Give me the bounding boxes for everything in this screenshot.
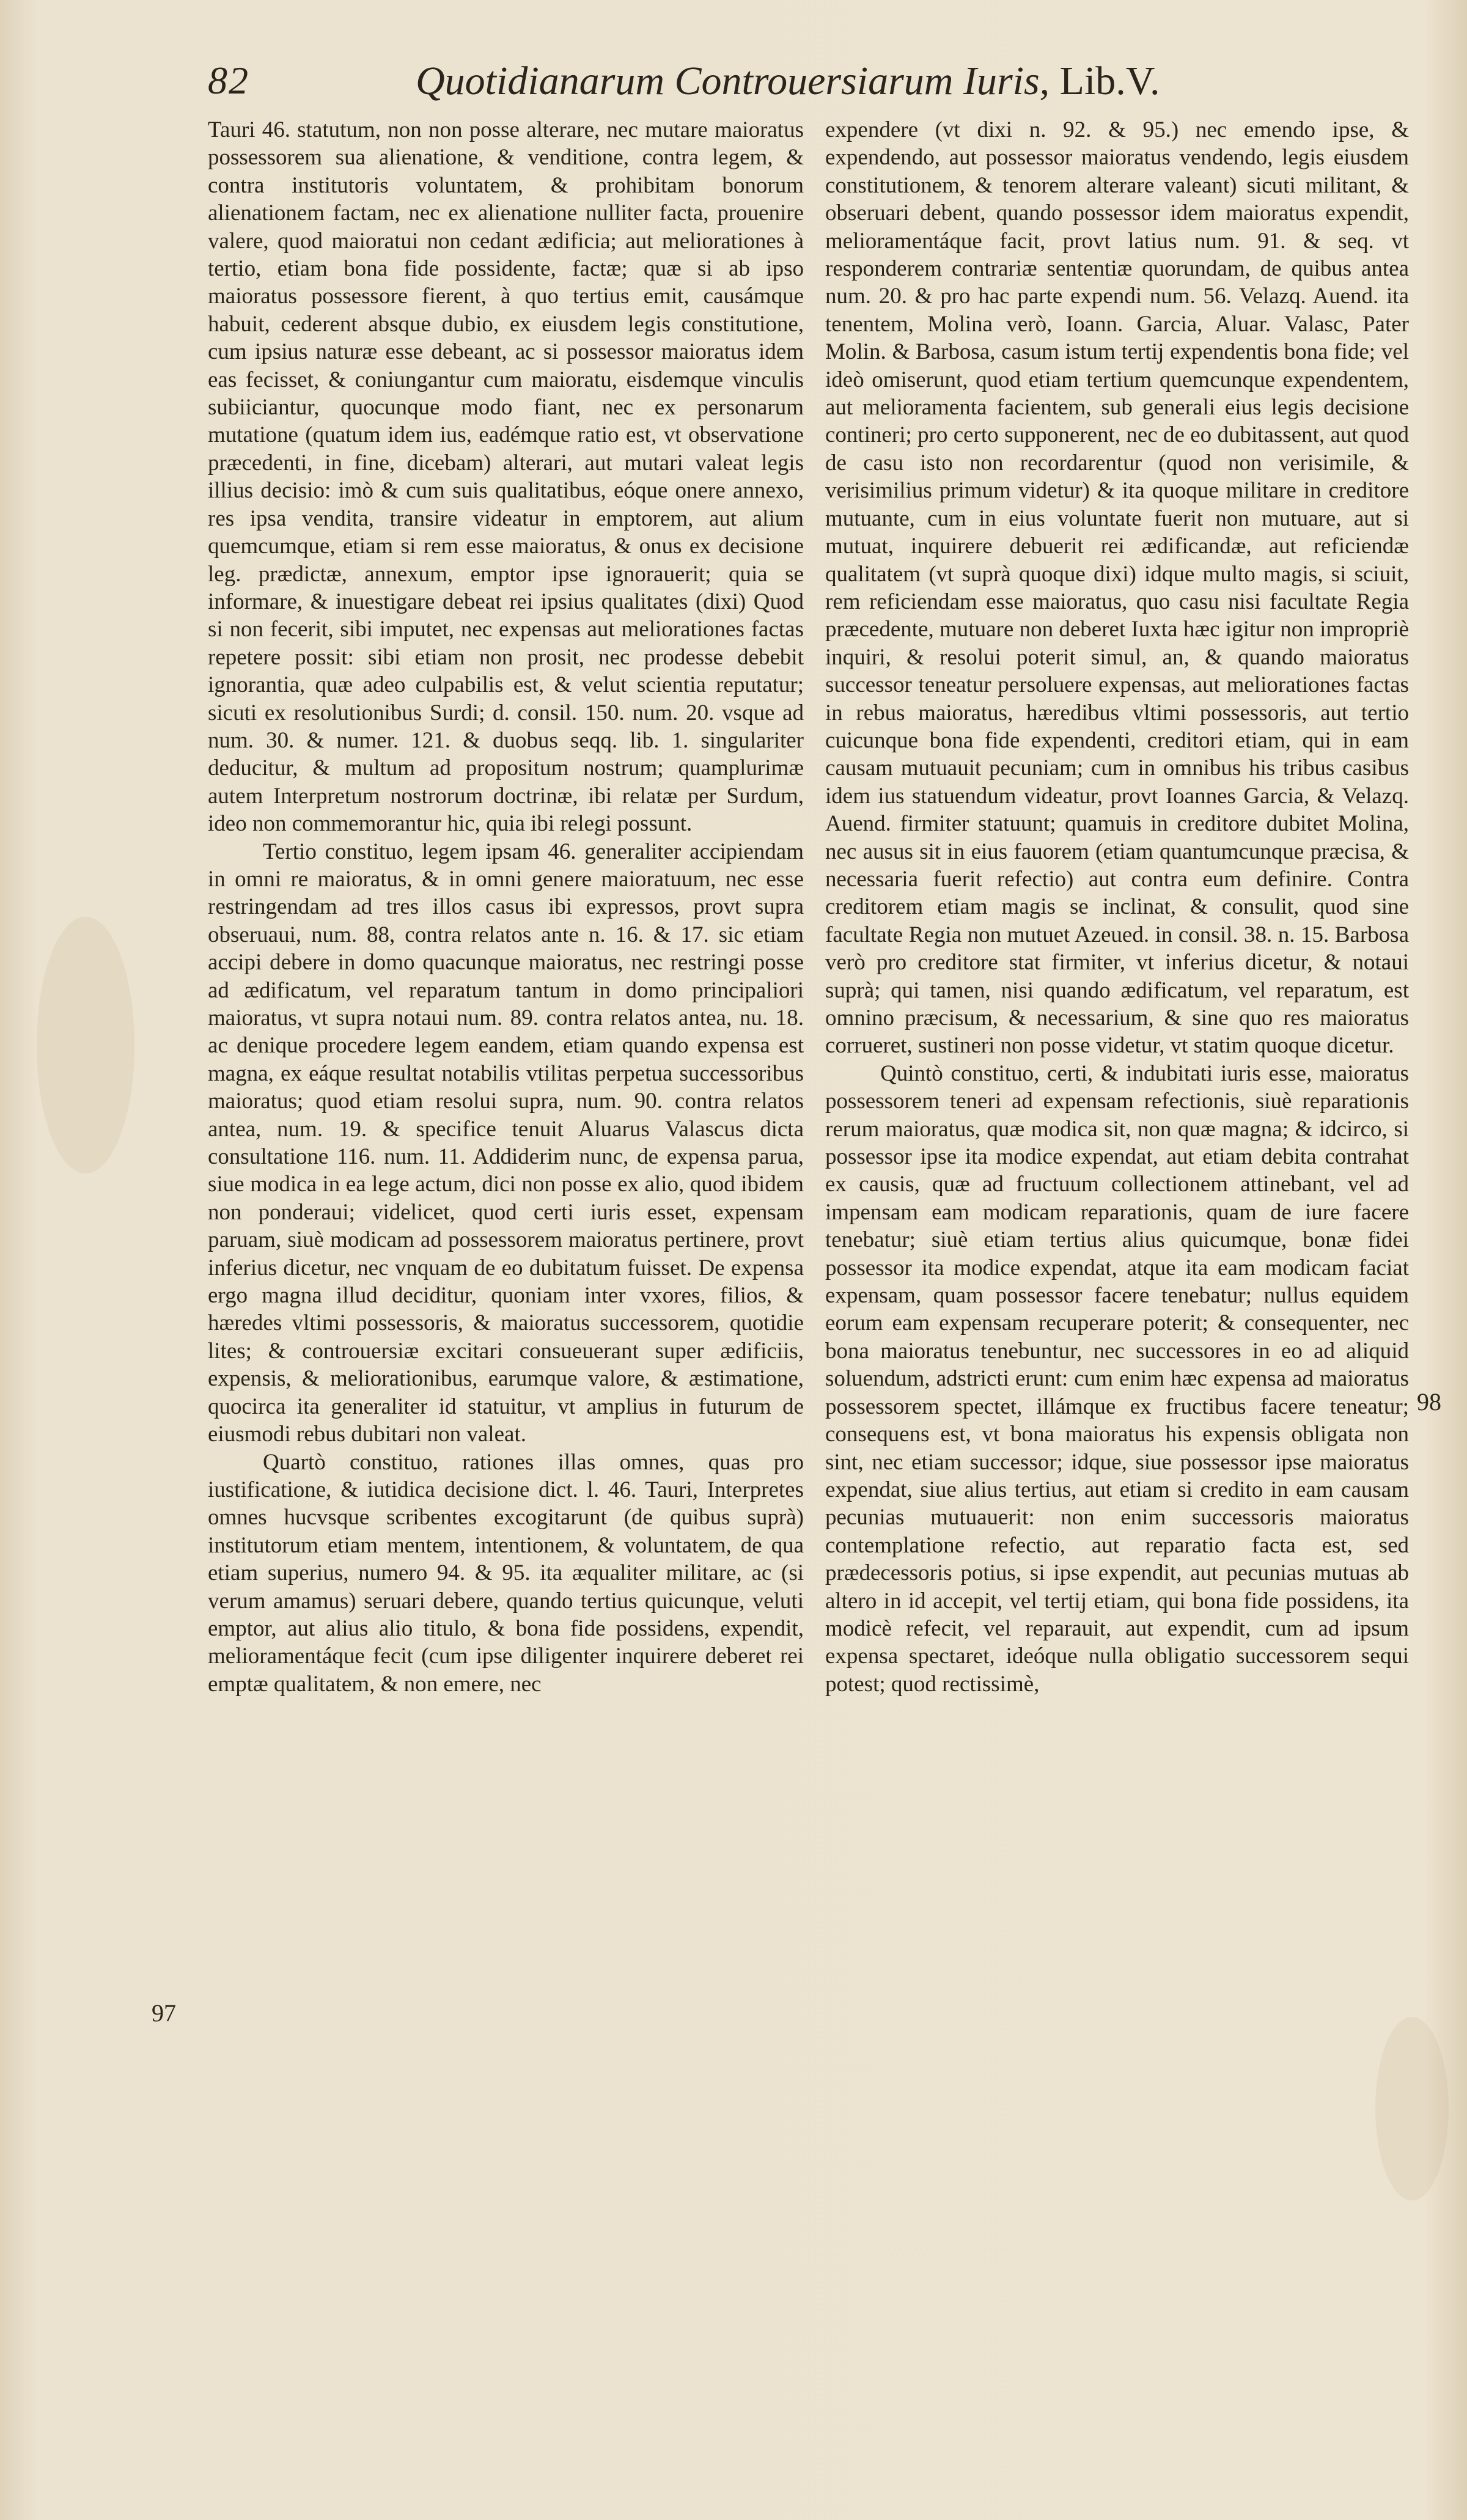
page-number: 82 [208,59,249,102]
running-head [416,58,1160,105]
paragraph-left-1: Tauri 46. statutum, non non posse alterare, nec mutare maioratus possessorem sua alienatione, & venditione, contra legem, & contra institutoris voluntatem, & prohibitam bonorum alienationem factam, nec ex alienatione nulliter facta, prouenire valere, quod maioratui non cedant ædificia; aut meliorationes à tertio, etiam bona fide possidente, factæ; quæ si ab ipso maioratus possessore fierent, à quo tertius emit, causámque habuit, cederent absque dubio, ex eiusdem legis constitutione, cum ipsius naturæ esse debeant, ac si possessor maioratus idem eas fecisset, & coniungantur cum maioratu, eisdemque vinculis subiiciantur, quocunque modo fiant, nec ex personarum mutatione (quatum idem ius, eadémque ratio est, vt observatione præcedenti, in fine, dicebam) alterari, aut mutari valeat legis illius decisio: imò & cum suis qualitatibus, eóque onere annexo, res ipsa vendita, transire videatur in emptorem, aut alium quemcumque, etiam si rem esse maioratus, & onus ex decisione leg. prædictæ, annexum, emptor ipse ignorauerit; quia se informare, & inuestigare debeat rei ipsius qualitates (dixi) Quod si non fecerit, sibi imputet, nec expensas aut meliorationes factas repetere possit: sibi etiam non prosit, nec prodesse debebit ignorantia, quæ adeo culpabilis est, & velut scientia reputatur; sicuti ex resolutionibus Surdi; d. consil. 150. num. 20. vsque ad num. 30. & numer. 121. & duobus seqq. lib. 1. singulariter deducitur, & multum ad propositum nostrum; quamplurimæ autem Interpretum nostrorum doctrinæ, ibi relatæ per Surdum, ideo non commemorantur hic, quia ibi relegi possunt. [208,117,804,837]
margin-number-left: 97 [152,1999,176,2027]
page-header [208,58,1467,113]
left-column [208,116,804,1698]
paragraph-right-1: expendere (vt dixi n. 92. & 95.) nec emendo ipse, & expendendo, aut possessor maioratus vendendo, legis eiusdem constitutionem, & tenorem alterare valeant) sicuti militant, & obseruari debent, quando possessor idem maioratus expendit, melioramentáque facit, provt latius num. 91. & seq. vt responderem contrariæ sententiæ quorundam, de quibus antea num. 20. & pro hac parte expendi num. 56. Velazq. Auend. ita tenentem, Molina verò, Ioann. Garcia, Aluar. Valasc, Pater Molin. & Barbosa, casum istum tertij expendentis bona fide; vel ideò omiserunt, quod etiam tertium quemcunque expendentem, aut melioramenta facientem, sub generali eius legis decisione contineri; pro certo supponerent, nec de eo dubitassent, aut quod de casu isto non recordarentur (quod non verisimile, & verisimilius primum videtur) & ita quoque militare in creditore mutuante, cum in eius voluntate fuerit non mutuare, aut si mutuat, inquirere debuerit rei ædificandæ, aut reficiendæ qualitatem (vt suprà quoque dixi) idque multo magis, si sciuit, rem reficiendam esse maioratus, quo casu nisi facultate Regia præcedente, mutuare non deberet Iuxta hæc igitur non impropriè inquiri, & resolui poterit simul, an, & quando maioratus successor teneatur persoluere expensas, aut meliorationes factas in rebus maioratus, hæredibus vltimi possessoris, aut tertio cuicunque bona fide expendenti, creditori etiam, qui in eam causam mutuauit pecuniam; cum in omnibus his tribus casibus idem ius statuendum videatur, provt Ioannes Garcia, & Velazq. Auend. firmiter statuunt; quamuis in creditore dubitet Molina, nec ausus sit in eius fauorem (etiam quantumcunque præcisa, & necessaria fuerit refectio) aut contra eum definire. Contra creditorem etiam magis se inclinat, & consulit, quod sine facultate Regia non mutuet Azeued. in consil. 38. n. 15. Barbosa verò pro creditore stat firmiter, vt inferius dicetur, & notaui suprà; qui tamen, nisi quando ædificatum, vel reparatum, est omnino præcisum, & necessarium, & sine quo res maioratus corrueret, sustineri non posse videtur, vt statim quoque dicetur. [825,117,1409,1059]
paper-stain [1375,2017,1449,2200]
paragraph-left-3: Quartò constituo, rationes illas omnes, quas pro iustificatione, & iutidica decisione dict. l. 46. Tauri, Interpretes omnes hucvsque scribentes excogitarunt (de quibus suprà) institutorum etiam mentem, intentionem, & voluntatem, de qua etiam superius, numero 94. & 95. ita æqualiter militare, ac (si verum amamus) seruari debere, quando tertius quicunque, veluti emptor, aut alius alio titulo, & bona fide possidens, expendit, melioramentáque fecit (cum ipse diligenter inquirere deberet rei emptæ qualitatem, & non emere, nec [208,1449,804,1697]
running-head-title: Quotidianarum Controuersiarum Iuris, [416,59,1050,103]
paragraph-left-2: Tertio constituo, legem ipsam 46. generaliter accipiendam in omni re maioratus, & in omni genere maioratuum, nec esse restringendam ad tres illos casus ibi expressos, provt supra obseruaui, num. 88, contra relatos ante n. 16. & 17. sic etiam accipi debere in domo quacunque maioratus, nec restringi posse ad ædificatum, vel reparatum tantum in domo principaliori maioratus, vt supra notaui num. 89. contra relatos antea, nu. 18. ac denique procedere legem eandem, etiam quando expensa est magna, ex eáque resultat notabilis vtilitas perpetua successoribus maioratus; quod etiam resolui supra, num. 90. contra relatos antea, num. 19. & specifice tenuit Aluarus Valascus dicta consultatione 116. num. 11. Addiderim nunc, de expensa parua, siue modica in ea lege actum, dici non posse ex alio, quod ibidem non ponderaui; videlicet, quod certi iuris esset, expensam paruam, siuè modicam ad possessorem maioratus pertinere, provt inferius dicetur, nec vnquam de eo dubitatum fuisset. De expensa ergo magna illud deciditur, quoniam inter vxores, filios, & hæredes vltimi possessoris, & maioratus successorem, quotidie lites; & controuersiæ excitari consueuerant super ædificiis, expensis, & meliorationibus, earumque valore, & æstimatione, quocirca ita generaliter id statuitur, vt amplius in futurum de eiusmodi rebus dubitari non valeat. [208,839,804,1447]
right-column [825,116,1409,1698]
running-head-book: Lib.V. [1050,59,1160,103]
paper-stain [37,917,134,1174]
paragraph-right-2: Quintò constituo, certi, & indubitati iuris esse, maioratus possessorem teneri ad expensam refectionis, siuè reparationis rerum maioratus, quæ modica sit, non quæ magna; & idcirco, si possessor ipse ita modice expendat, aut etiam debita contrahat ex causis, quæ ad fructuum collectionem attinebant, vel ad impensam eam modicam reparationis, quam de iure facere tenebatur; siuè etiam tertius alius quicumque, bonæ fidei possessor ita modice expendat, atque ita eam modicam faciat expensam, quam possessor facere tenebatur; nullus equidem eorum eam expensam recuperare poterit; & consequenter, nec bona maioratus tenebuntur, nec successores in eo ad aliquid soluendum, adstricti erunt: cum enim hæc expensa ad maioratus possessorem spectet, illámque ex fructibus facere teneatur; consequens est, vt bona maioratus his expensis obligata non sint, nec etiam successor; idque, siue possessor ipse maioratus expendat, siue alius tertius, aut etiam si credito in eam causam pecunias mutuauerit: non enim successoris maioratus contemplatione refectio, aut reparatio facta est, sed prædecessoris potius, si ipse expendit, aut pecunias mutuas ab altero in id accepit, vel tertij etiam, qui bona fide possidens, ita modicè refecit, vel reparauit, aut expendit, cum ad ipsum expensa spectaret, ideóque nulla obligatio successorem sequi potest; quod rectissimè, [825,1060,1409,1697]
margin-number-right: 98 [1417,1388,1441,1416]
